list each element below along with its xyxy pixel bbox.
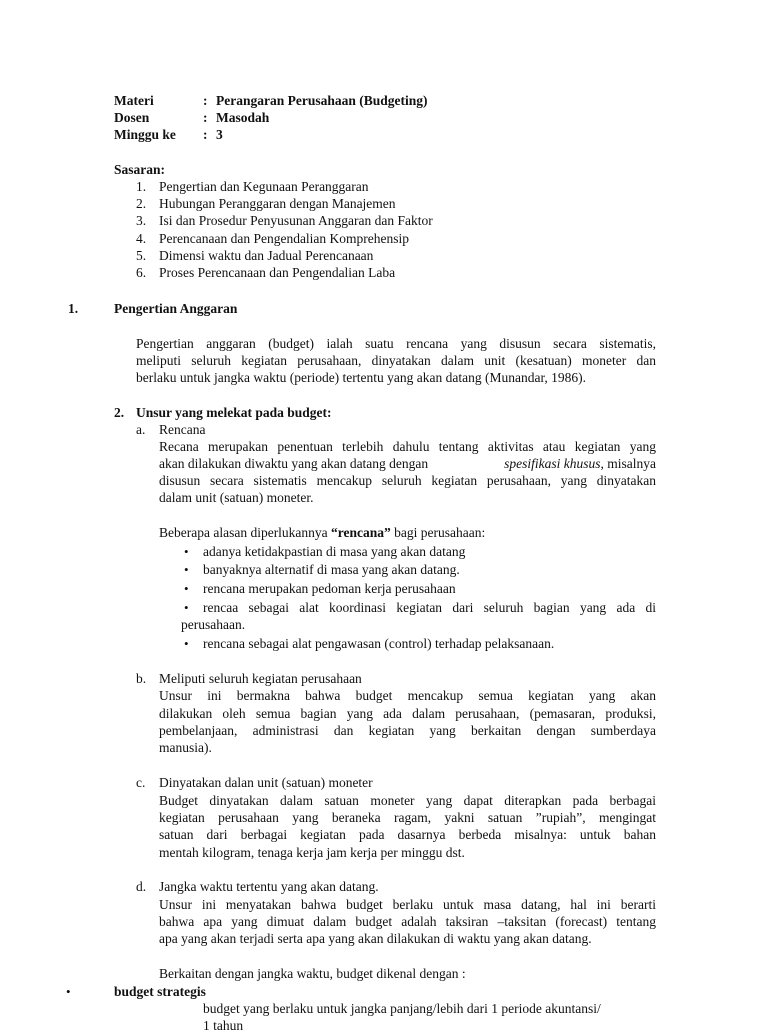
- bullet-icon: •: [184, 600, 189, 615]
- dosen-value: Masodah: [216, 110, 270, 125]
- item-d-closing: Berkaitan dengan jangka waktu, budget dikenal dengan :: [159, 966, 466, 981]
- item-a-line: dalam unit (satuan) moneter.: [159, 490, 314, 505]
- sasaran-num: 5.: [136, 248, 147, 263]
- sasaran-num: 6.: [136, 265, 147, 280]
- dosen-colon: :: [203, 110, 208, 125]
- reason-item: rencana sebagai alat pengawasan (control) terhadap pelaksanaan.: [203, 636, 555, 651]
- reason-item-continued: perusahaan.: [181, 617, 246, 632]
- item-b-line: pembelanjaan, administrasi dan kegiatan yang berkaitan dengan sumberdaya: [159, 723, 656, 738]
- reason-item: rencana merupakan pedoman kerja perusahaan: [203, 581, 456, 596]
- item-c-line: kegiatan perusahaan yang beraneka ragam, yakni satuan ”rupiah”, mengingat: [159, 810, 656, 825]
- item-b-title: Meliputi seluruh kegiatan perusahaan: [159, 671, 362, 686]
- materi-value: Perangaran Perusahaan (Budgeting): [216, 93, 428, 108]
- item-d-line: bahwa apa yang dimuat dalam budget adalah taksiran –taksitan (forecast) tentang: [159, 914, 656, 929]
- item-d-line: Unsur ini menyatakan bahwa budget berlaku untuk masa datang, hal ini berarti: [159, 897, 656, 912]
- bullet-icon: •: [184, 544, 189, 559]
- item-c-title: Dinyatakan dalan unit (satuan) moneter: [159, 775, 373, 790]
- minggu-label: Minggu ke: [114, 127, 176, 142]
- item-b-line: Unsur ini bermakna bahwa budget mencakup semua kegiatan yang akan: [159, 688, 656, 703]
- reasons-intro: [159, 524, 485, 541]
- item-a-letter: a.: [136, 422, 146, 437]
- sasaran-num: 1.: [136, 179, 147, 194]
- item-b-letter: b.: [136, 671, 147, 686]
- bullet-icon: •: [184, 562, 189, 577]
- budget-strategis-line: budget yang berlaku untuk jangka panjang/lebih dari 1 periode akuntansi/: [203, 1001, 601, 1016]
- materi-colon: :: [203, 93, 208, 108]
- bullet-icon: •: [184, 636, 189, 651]
- reason-item: adanya ketidakpastian di masa yang akan datang: [203, 544, 466, 559]
- bullet-icon: •: [66, 984, 71, 999]
- item-a-emphasis: spesifikasi khusus: [504, 456, 601, 471]
- budget-strategis-heading: budget strategis: [114, 984, 206, 999]
- sasaran-item: Pengertian dan Kegunaan Peranggaran: [159, 179, 369, 194]
- reason-item: banyaknya alternatif di masa yang akan datang.: [203, 562, 460, 577]
- item-c-letter: c.: [136, 775, 146, 790]
- section1-number: 1.: [68, 301, 79, 316]
- minggu-value: 3: [216, 127, 223, 142]
- item-d-title: Jangka waktu tertentu yang akan datang.: [159, 879, 379, 894]
- item-a-line2-suffix: , misalnya: [600, 456, 656, 471]
- item-c-line: Budget dinyatakan dalam satuan moneter yang dapat diterapkan pada berbagai: [159, 793, 656, 808]
- budget-strategis-line: 1 tahun: [203, 1018, 244, 1033]
- sasaran-item: Perencanaan dan Pengendalian Komprehensip: [159, 231, 410, 246]
- item-a-line: disusun secara sistematis mencakup seluruh kegiatan perusahaan, yang dinyatakan: [159, 473, 656, 488]
- reasons-intro-text: Beberapa alasan diperlukannya: [159, 525, 328, 540]
- reasons-intro-bold: “rencana”: [331, 525, 391, 540]
- item-d-line: apa yang akan terjadi serta apa yang akan dilakukan di waktu yang akan datang.: [159, 931, 592, 946]
- reasons-intro-suffix: bagi perusahaan:: [394, 525, 486, 540]
- item-b-line: dilakukan oleh semua bagian yang ada dalam perusahaan, (pemasaran, produksi,: [159, 706, 656, 721]
- sasaran-title: Sasaran:: [114, 162, 166, 177]
- item-a-title: Rencana: [159, 422, 206, 437]
- reason-item: rencaa sebagai alat koordinasi kegiatan dari seluruh bagian yang ada di: [203, 600, 656, 615]
- item-a-line: Recana merupakan penentuan terlebih dahulu tentang aktivitas atau kegiatan yang: [159, 439, 656, 454]
- item-d-letter: d.: [136, 879, 147, 894]
- dosen-label: Dosen: [114, 110, 150, 125]
- sasaran-item: Hubungan Peranggaran dengan Manajemen: [159, 196, 396, 211]
- item-a-line2-text: akan dilakukan diwaktu yang akan datang dengan: [159, 456, 429, 471]
- minggu-colon: :: [203, 127, 208, 142]
- sasaran-item: Isi dan Prosedur Penyusunan Anggaran dan Faktor: [159, 213, 433, 228]
- sasaran-num: 3.: [136, 213, 147, 228]
- materi-label: Materi: [114, 93, 154, 108]
- item-c-line: mentah kilogram, tenaga kerja jam kerja per minggu dst.: [159, 845, 465, 860]
- section1-heading: Pengertian Anggaran: [114, 301, 238, 316]
- item-b-line: manusia).: [159, 740, 212, 755]
- bullet-icon: •: [184, 581, 189, 596]
- section1-paragraph-line: meliputi seluruh kegiatan perusahaan, dinyatakan dalam unit (kesatuan) moneter dan: [136, 353, 656, 368]
- section1-paragraph-line: berlaku untuk jangka waktu (periode) tertentu yang akan datang (Munandar, 1986).: [136, 370, 587, 385]
- sasaran-item: Dimensi waktu dan Jadual Perencanaan: [159, 248, 374, 263]
- section2-number: 2.: [114, 405, 125, 420]
- sasaran-num: 4.: [136, 231, 147, 246]
- section1-paragraph-line: Pengertian anggaran (budget) ialah suatu rencana yang disusun secara sistematis,: [136, 336, 656, 351]
- sasaran-item: Proses Perencanaan dan Pengendalian Laba: [159, 265, 396, 280]
- sasaran-num: 2.: [136, 196, 147, 211]
- item-c-line: satuan dari berbagai kegiatan pada dasarnya berbeda misalnya: untuk bahan: [159, 827, 656, 842]
- item-a-line: [159, 455, 656, 472]
- section2-heading: Unsur yang melekat pada budget:: [136, 405, 332, 420]
